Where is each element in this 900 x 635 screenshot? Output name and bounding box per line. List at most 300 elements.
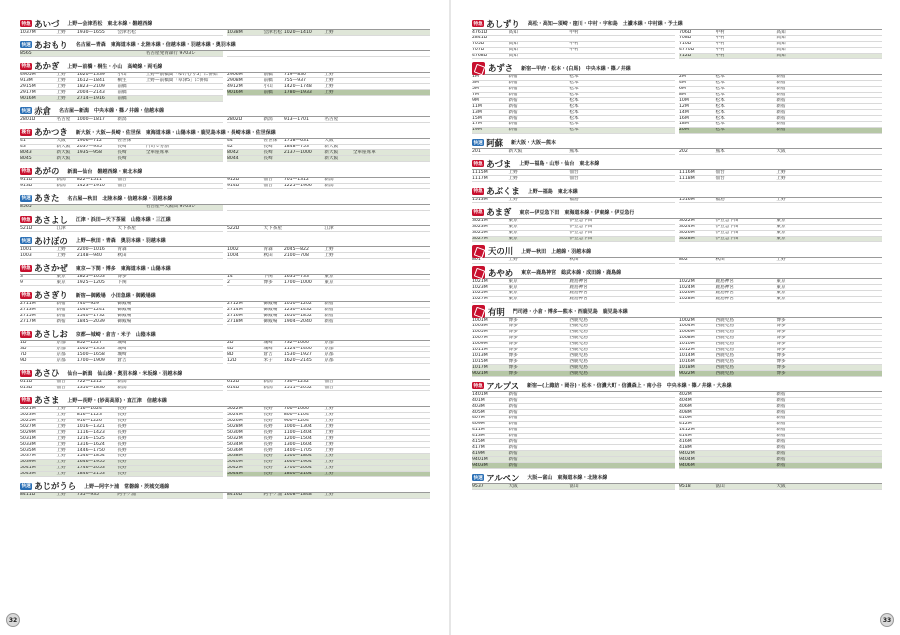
arrival-station: 上野 [324, 78, 334, 83]
train-number: 5036M [227, 448, 243, 453]
arrival-station: 東京 [776, 279, 786, 284]
train-section [20, 127, 430, 163]
departure-station: 上野 [56, 442, 66, 447]
arrival-station: 松本 [569, 110, 579, 115]
train-number: 914D [227, 183, 240, 189]
train-number: 9537 [472, 484, 484, 489]
departure-station: 上野 [508, 170, 518, 175]
time-range: 1746—2053 [76, 465, 105, 471]
train-number: 5025M [20, 418, 36, 424]
train-number: 2717M [20, 319, 36, 324]
train-number: 913D [20, 183, 33, 189]
departure-station: 上野 [56, 253, 66, 258]
train-section [472, 186, 882, 204]
departure-station: 上野 [56, 406, 66, 412]
train-number: 802 [679, 257, 688, 263]
arrival-station: 東京 [776, 290, 786, 296]
departure-station: 中村 [715, 53, 725, 59]
timetable-column-left [472, 484, 675, 490]
train-number: 614D [227, 385, 240, 391]
train-number: 5023M [20, 412, 36, 418]
arrival-station: 西鹿児島 [569, 341, 588, 347]
time-range: 1800—2104 [283, 471, 312, 477]
table-row [20, 386, 223, 392]
service-badge: 快速 [21, 42, 31, 48]
train-name: あかぎ [34, 61, 60, 72]
train-name: あおもり [34, 39, 68, 50]
departure-station: 松本 [715, 80, 725, 86]
arrival-station: 上野 [324, 442, 334, 447]
time-range: 1500—1804 [283, 453, 312, 459]
train-number: 5022M [227, 406, 243, 412]
timetable-column-right [227, 247, 430, 259]
row-note: 門司で分割 [145, 144, 169, 150]
arrival-station: 博多 [776, 341, 786, 347]
arrival-station: 下関 [117, 280, 127, 285]
train-number: 2841D [472, 35, 488, 41]
route-description: 上野—阿字ケ浦 常磐線・茨城交通線 [84, 483, 170, 490]
arrival-station: 上野 [324, 465, 334, 471]
train-number: 1003M [472, 323, 488, 329]
train-number: 11M [472, 104, 482, 109]
arrival-station: 長野 [117, 418, 127, 424]
departure-station: 上野 [56, 96, 66, 101]
departure-station: 新宿 [508, 421, 518, 427]
arrival-station: 秋田 [569, 257, 579, 263]
train-name: アルペン [486, 472, 520, 483]
train-number: 3023M [472, 224, 488, 230]
time-range: 1935—958 [76, 150, 102, 155]
timetable-column-right [679, 219, 882, 243]
train-number: 2802D [227, 117, 243, 122]
departure-station: 前橋 [263, 78, 273, 83]
table-row [679, 463, 882, 469]
time-range: 913—1701 [283, 117, 309, 122]
departure-station: 大阪 [508, 484, 518, 489]
timetable-column-right [679, 149, 882, 155]
train-number: 1401M [472, 392, 488, 397]
time-range: 701—1312 [283, 177, 309, 183]
arrival-station: 天下茶屋 [117, 226, 136, 231]
arrival-station: 博多 [776, 359, 786, 364]
arrival-station: 上野 [776, 197, 786, 203]
train-number: 5024M [227, 412, 243, 418]
row-note: 上野—前橋間「草津5」に併結 [145, 78, 209, 83]
timetable-column-right [227, 178, 430, 190]
arrival-station: 西鹿児島 [569, 335, 588, 341]
table-row [20, 184, 223, 190]
timetable-grid [472, 149, 882, 155]
train-number: 2801D [20, 117, 36, 122]
departure-station: 上野 [56, 465, 66, 471]
departure-station: 東京 [508, 290, 518, 296]
train-number: 1038M [227, 30, 243, 35]
arrival-station: 熊本 [569, 149, 579, 154]
arrival-station: 上野 [776, 176, 786, 181]
timetable-grid [20, 51, 430, 57]
departure-station: 秋田 [715, 257, 725, 263]
departure-station: 青森 [263, 247, 273, 252]
arrival-station: 上野 [324, 471, 334, 477]
timetable-column-left [472, 30, 675, 59]
departure-station: 新宿 [508, 92, 518, 98]
train-number: 9022M [679, 371, 695, 376]
arrival-station: 博多 [776, 371, 786, 376]
departure-station: 長野 [263, 465, 273, 471]
train-section [472, 246, 882, 264]
departure-station: 西鹿児島 [715, 335, 734, 341]
train-number: 1025M [472, 290, 488, 296]
arrival-station: 長野 [117, 442, 127, 447]
timetable-column-left [20, 205, 223, 211]
arrival-station: 松本 [569, 121, 579, 127]
departure-station: 上野 [56, 72, 66, 78]
service-badge: 寝台 [21, 130, 31, 136]
time-range: 2100—708 [283, 253, 309, 258]
time-range: 1823—2109 [76, 84, 105, 89]
train-number: 7D [20, 352, 27, 357]
departure-station: 博多 [508, 318, 518, 323]
arrival-station: 青森 [117, 247, 127, 252]
train-number: 612D [227, 379, 240, 385]
train-section [472, 18, 882, 59]
departure-station: 伊豆急下田 [715, 224, 739, 230]
departure-station: 西鹿児島 [715, 341, 734, 347]
departure-station: 京都 [56, 346, 66, 352]
train-number: 408M [679, 410, 692, 415]
train-number: 522D [227, 226, 240, 231]
train-section [20, 166, 430, 190]
departure-station: 新宿 [508, 427, 518, 433]
train-number: 2712M [227, 301, 243, 307]
time-range: 1230—1432 [283, 307, 312, 313]
timetable-column-left [472, 219, 675, 243]
train-section [20, 39, 430, 57]
train-number: 3D [20, 346, 27, 352]
train-section [20, 395, 430, 478]
departure-station: 高知 [508, 53, 518, 59]
train-number: 1009M [472, 341, 488, 347]
departure-station: 城崎 [263, 346, 273, 352]
time-range: 1904—2040 [283, 319, 312, 324]
train-number: 1002M [679, 318, 695, 323]
departure-station: 上野 [56, 453, 66, 459]
timetable-grid [472, 219, 882, 243]
train-number: 409M [472, 421, 485, 427]
arrival-station: 伊豆急下田 [569, 224, 593, 230]
time-range: 1124—1400 [283, 346, 312, 352]
train-number: 1010M [679, 341, 695, 347]
time-range: 2148—940 [76, 253, 102, 258]
service-badge: 特急 [21, 217, 31, 223]
train-number: 4768D [472, 53, 488, 59]
section-header [20, 127, 430, 139]
train-number: 8D [227, 352, 234, 357]
arrival-station: 長崎 [117, 150, 127, 155]
arrival-station: 新大阪 [324, 156, 339, 161]
arrival-station: 新潟 [324, 177, 334, 183]
arrival-station: 新宿 [776, 398, 786, 403]
train-number: 8565 [20, 204, 32, 210]
time-range: 1906—712 [76, 138, 102, 144]
table-row [20, 205, 223, 211]
train-number: 5043M [20, 471, 36, 477]
arrival-station: 仙台 [117, 177, 127, 183]
departure-station: 仙台 [56, 379, 66, 385]
train-number: 4761D [472, 30, 488, 35]
departure-station: 新宿 [508, 410, 518, 415]
train-number: 14M [679, 110, 689, 115]
time-range: 740—929 [76, 301, 99, 307]
train-number: 9402M [679, 451, 695, 456]
table-row [472, 258, 675, 264]
time-range: 822—1511 [76, 177, 102, 183]
route-description: 新宿—御殿場 小田急線・御殿場線 [75, 292, 156, 299]
departure-station: 東京 [56, 280, 66, 285]
train-number: 611D [20, 379, 33, 385]
departure-station: 長野 [263, 442, 273, 447]
arrival-station: 西鹿児島 [569, 347, 588, 353]
departure-station: 上野 [508, 197, 518, 203]
train-number: 5M [472, 86, 479, 92]
departure-station: 松本 [715, 121, 725, 127]
arrival-station: 大阪 [324, 138, 334, 144]
departure-station: 新宿 [56, 307, 66, 313]
train-number: 410M [679, 415, 692, 421]
train-number: 201 [472, 149, 481, 154]
arrival-station: 鹿島神宮 [569, 285, 588, 290]
table-row [227, 205, 430, 211]
departure-station: 新潟 [56, 183, 66, 189]
departure-station: 新宿 [508, 121, 518, 127]
train-section [20, 105, 430, 123]
table-row [227, 280, 430, 286]
train-number: 5029M [20, 430, 36, 435]
train-number: 9D [20, 358, 27, 363]
table-row [472, 128, 675, 134]
train-number: 1026M [679, 290, 695, 296]
arrival-station: 松本 [569, 92, 579, 98]
train-number: 2713M [20, 307, 36, 313]
departure-station: 博多 [508, 347, 518, 353]
timetable-column-right [227, 205, 430, 211]
timetable-column-right [679, 318, 882, 377]
departure-station: 西鹿児島 [715, 347, 734, 353]
train-number: 708D [679, 35, 692, 41]
train-section [20, 481, 430, 499]
departure-station: 長野 [263, 471, 273, 477]
arrival-station: 博多 [776, 365, 786, 370]
departure-station: 新潟 [56, 177, 66, 183]
departure-station: 新宿 [508, 445, 518, 450]
time-range: 1300—1604 [283, 442, 312, 447]
arrival-station: 博多 [776, 318, 786, 323]
service-badge: 特急 [21, 169, 31, 175]
departure-station: 新宿 [508, 404, 518, 409]
table-row [20, 30, 223, 36]
table-row [679, 297, 882, 303]
departure-station: 中村 [715, 35, 725, 41]
departure-station: 熊本 [715, 149, 725, 154]
table-row [20, 226, 223, 232]
table-row [227, 51, 430, 57]
departure-station: 江津 [56, 226, 66, 231]
time-range: 722—1212 [76, 379, 102, 385]
departure-station: 秋田 [263, 253, 273, 258]
arrival-station: 新宿 [776, 98, 786, 103]
arrival-station: 新宿 [776, 410, 786, 415]
train-number: 5028M [227, 424, 243, 429]
arrival-station: 仙台 [324, 379, 334, 385]
arrival-station: 京都 [324, 346, 334, 352]
arrival-station: 中村 [569, 30, 579, 35]
service-badge: 特急 [21, 21, 31, 27]
arrival-station: 仙台 [569, 176, 579, 181]
arrival-station: 新宿 [776, 110, 786, 115]
arrival-station: 上野 [776, 170, 786, 175]
arrival-station: 新宿 [776, 104, 786, 109]
timetable-column-left [472, 170, 675, 182]
service-badge: 快速 [21, 484, 31, 490]
train-number: 4770D [679, 47, 695, 53]
departure-station: 長崎 [263, 144, 273, 150]
table-row [472, 484, 675, 490]
departure-station: 長野 [263, 436, 273, 441]
train-number: 5040M [227, 459, 243, 465]
departure-station: 新宿 [508, 110, 518, 115]
departure-station: 中村 [715, 41, 725, 47]
train-section [20, 214, 430, 232]
train-number: 5033M [20, 442, 36, 447]
departure-station: 仙台 [715, 170, 725, 175]
timetable-column-right [679, 198, 882, 204]
train-number: 411M [472, 427, 485, 433]
arrival-station: 新宿 [776, 427, 786, 433]
service-badge: 快速 [21, 238, 31, 244]
departure-station: 鹿島神宮 [715, 279, 734, 284]
train-section [20, 235, 430, 259]
arrival-station: 新宿 [324, 313, 334, 318]
route-description: 名古屋—秋田 北陸本線・信越本線・羽越本線 [67, 195, 173, 202]
table-row [472, 463, 675, 469]
table-row [472, 297, 675, 303]
train-number: 3028M [679, 236, 695, 242]
departure-station: 松本 [715, 127, 725, 133]
time-range: 2004—2143 [76, 90, 105, 95]
arrival-station: 博多 [776, 323, 786, 329]
table-row [227, 117, 430, 123]
departure-station: 長崎 [263, 150, 273, 155]
table-row [679, 258, 882, 264]
table-row [227, 90, 430, 96]
timetable-column-left [472, 198, 675, 204]
timetable-column-left [472, 318, 675, 377]
arrival-station: 西鹿児島 [569, 371, 588, 376]
train-number: 4M [679, 80, 686, 86]
departure-station: 上野 [56, 492, 66, 498]
timetable-grid [20, 247, 430, 259]
departure-station: 西鹿児島 [715, 323, 734, 329]
train-number: 3024M [679, 224, 695, 230]
table-row [227, 493, 430, 499]
train-number: 415M [472, 439, 485, 444]
arrival-station: 福島 [569, 197, 579, 203]
arrival-station: 御殿場 [117, 301, 132, 307]
timetable-grid [472, 75, 882, 134]
arrival-station: 新大阪 [324, 150, 339, 155]
row-note: 名古屋発青森行 9703レ [145, 51, 196, 56]
row-note: 全車座席車 [145, 150, 169, 155]
train-number: 8043 [20, 150, 32, 155]
train-name: あさよし [34, 214, 68, 225]
departure-station: 下関 [263, 274, 273, 280]
departure-station: 博多 [263, 280, 273, 285]
train-number: 5042M [227, 465, 243, 471]
departure-station: 新宿 [508, 74, 518, 80]
train-number: 5027M [20, 424, 36, 429]
time-range: 735—935 [76, 492, 99, 498]
table-row [679, 371, 882, 377]
departure-station: 仙台 [263, 183, 273, 189]
right-page [450, 0, 900, 635]
train-number: 9016M [20, 96, 36, 101]
arrival-station: 東京 [776, 285, 786, 290]
departure-station: 新潟 [263, 117, 273, 122]
timetable-grid [20, 139, 430, 163]
table-row [472, 237, 675, 243]
arrival-station: 高知 [776, 30, 786, 35]
arrival-station: 長野 [117, 430, 127, 435]
train-number: 5041M [20, 465, 36, 471]
route-description: 新大阪・大阪—長崎・佐世保 東海道本線・山陽本線・鹿児島本線・長崎本線・佐世保線 [75, 129, 276, 136]
arrival-station: 松本 [569, 86, 579, 92]
train-number: 16M [679, 116, 689, 121]
arrival-station: 新宿 [776, 421, 786, 427]
arrival-station: 東京 [324, 280, 334, 285]
departure-station: 高知 [508, 41, 518, 47]
row-note: 全車座席車 [352, 150, 376, 155]
timetable-grid [20, 117, 430, 123]
departure-station: 伊豆急下田 [715, 218, 739, 224]
departure-station: 新宿 [508, 392, 518, 397]
table-row [227, 226, 430, 232]
train-number: 1017M [472, 365, 488, 370]
train-number: 41 [20, 138, 26, 144]
departure-station: 西鹿児島 [715, 365, 734, 370]
section-header [20, 290, 430, 302]
arrival-station: 新宿 [776, 74, 786, 80]
departure-station: 仙台 [263, 177, 273, 183]
table-row [227, 472, 430, 478]
departure-station: 御殿場 [263, 307, 278, 313]
arrival-station: 長野 [117, 465, 127, 471]
departure-station: 上野 [56, 459, 66, 465]
timetable-column-right [679, 30, 882, 59]
departure-station: 鹿島神宮 [715, 296, 734, 302]
section-header [20, 193, 430, 205]
train-number: 1018M [679, 365, 695, 370]
train-number: 3M [472, 80, 479, 86]
train-name: あやめ [488, 267, 514, 278]
departure-station: 長野 [263, 430, 273, 435]
table-row [20, 493, 223, 499]
time-range: 2037—935 [76, 144, 102, 150]
section-header [20, 166, 430, 178]
train-number: 5026M [227, 418, 243, 424]
arrival-station: 上野 [324, 30, 334, 35]
departure-station: 城崎 [263, 340, 273, 346]
section-header [20, 263, 430, 275]
